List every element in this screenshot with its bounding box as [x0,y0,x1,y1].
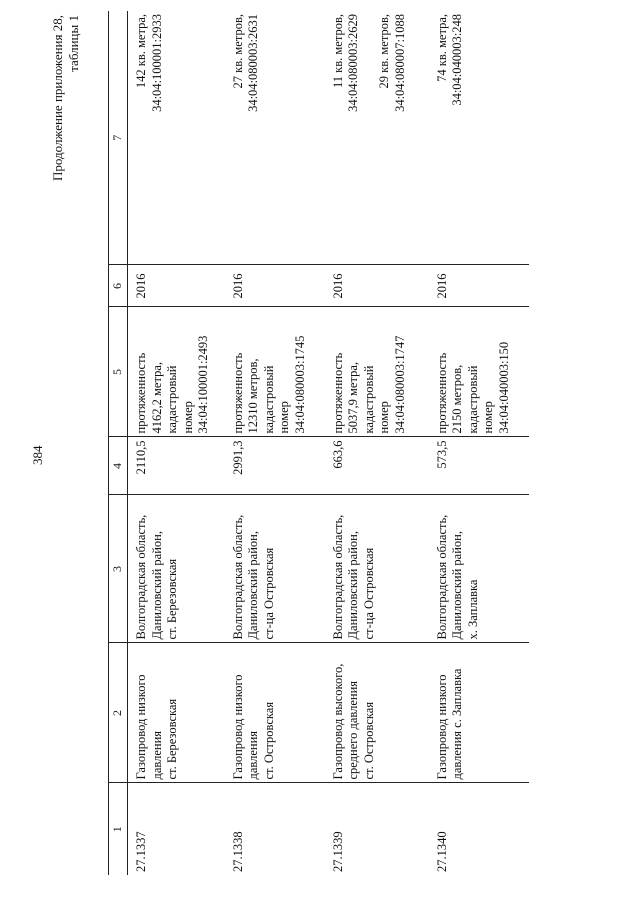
asset-name: Газопровод низкого давления ст. Березовская [128,643,225,783]
row-number: 27.1338 [225,783,325,875]
asset-value: 2110,5 [128,437,225,495]
asset-address: Волгоградская область, Даниловский район, ст. Березовская [128,495,225,643]
asset-address: Волгоградская область, Даниловский район, ст-ца Островская [225,495,325,643]
asset-name: Газопровод высокого, среднего давления ст. Островская [325,643,429,783]
asset-year: 2016 [325,265,429,307]
asset-year: 2016 [429,265,529,307]
continuation-note [50,15,82,265]
asset-value: 663,6 [325,437,429,495]
column-header-1: 1 [109,783,128,875]
row-number: 27.1337 [128,783,225,875]
land-plot: 142 кв. метра, 34:04:100001:2933 [134,14,164,112]
column-header-4: 4 [109,437,128,495]
table-header-row [109,11,128,875]
page-number: 384 [30,445,45,465]
asset-value: 2991,3 [225,437,325,495]
asset-value: 573,5 [429,437,529,495]
table-row [325,11,429,875]
land-plot: 27 кв. метров, 34:04:080003:2631 [230,14,260,112]
asset-name: Газопровод низкого давления ст. Островская [225,643,325,783]
column-header-7: 7 [109,11,128,265]
column-header-2: 2 [109,643,128,783]
column-header-3: 3 [109,495,128,643]
asset-description: протяженность 12310 метров, кадастровый номер 34:04:080003:1745 [225,307,325,437]
table-row [225,11,325,875]
continuation-line-1: Продолжение приложения 28, [50,15,65,182]
table-row [128,11,225,875]
land-plot: 11 кв. метров, 34:04:080003:2629 29 кв. метров, 34:04:080007:1088 [330,14,407,112]
asset-description: протяженность 4162,2 метра, кадастровый номер 34:04:100001:2493 [128,307,225,437]
row-number: 27.1339 [325,783,429,875]
asset-name: Газопровод низкого давления с. Заплавка [429,643,529,783]
asset-year: 2016 [225,265,325,307]
asset-description: протяженность 2150 метров, кадастровый номер 34:04:040003:150 [429,307,529,437]
assets-table [108,11,529,875]
asset-address: Волгоградская область, Даниловский район, х. Заплавка [429,495,529,643]
land-plot: 74 кв. метра, 34:04:040003:248 [434,14,464,106]
asset-address: Волгоградская область, Даниловский район, ст-ца Островская [325,495,429,643]
table-row [429,11,529,875]
asset-year: 2016 [128,265,225,307]
row-number: 27.1340 [429,783,529,875]
asset-description: протяженность 5037,9 метра, кадастровый номер 34:04:080003:1747 [325,307,429,437]
column-header-5: 5 [109,307,128,437]
continuation-line-2: таблицы 1 [66,15,81,72]
column-header-6: 6 [109,265,128,307]
